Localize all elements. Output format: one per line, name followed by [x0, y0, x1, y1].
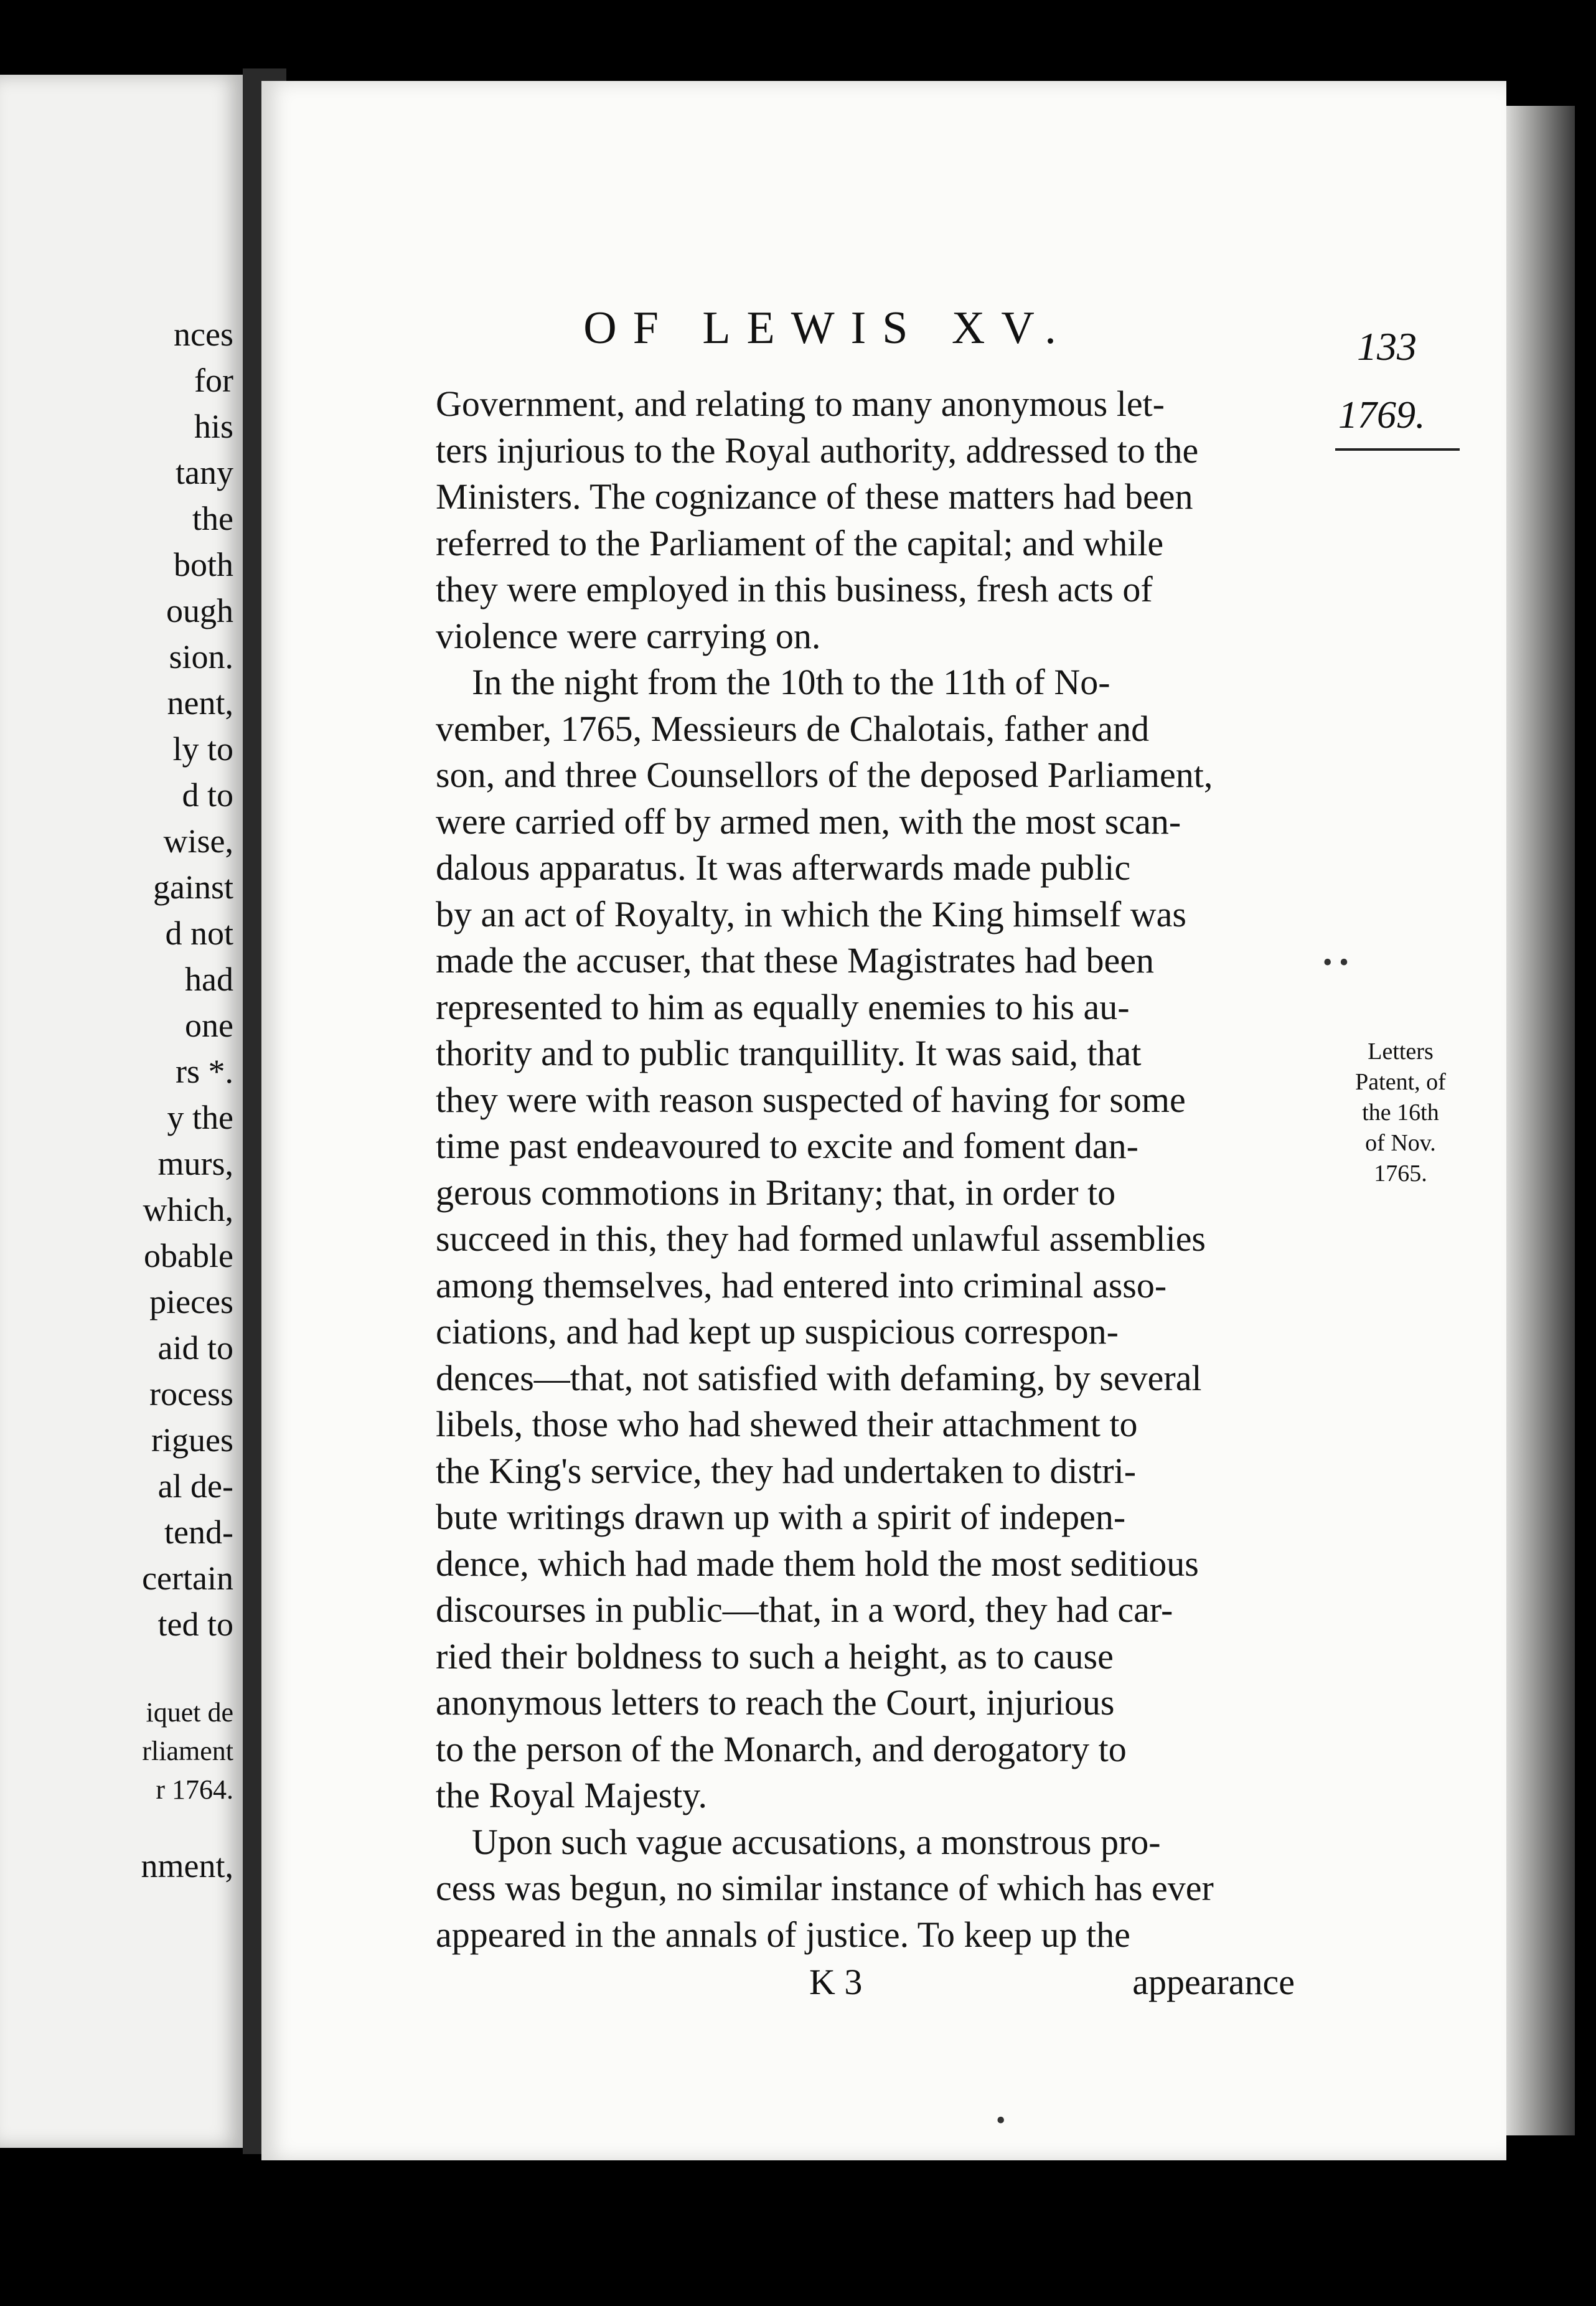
marginal-note: Letters Patent, of the 16th of Nov. 1765.: [1355, 1038, 1446, 1187]
catchword: appearance: [1132, 1962, 1295, 2002]
printer-mark-dots: • •: [1323, 947, 1349, 977]
left-page-footnote-fragments: iquet de rliament r 1764.: [142, 1697, 233, 1805]
printer-mark-dot: •: [996, 2105, 1006, 2135]
running-head: OF LEWIS XV.: [583, 303, 1073, 354]
page-edge-strip: [1506, 106, 1575, 2135]
margin-year: 1769.: [1338, 394, 1425, 436]
facing-page-left: [0, 75, 243, 2148]
page-number: 133: [1357, 324, 1417, 369]
signature-mark: K 3: [809, 1962, 863, 2002]
page-footer: [436, 1961, 1295, 2011]
body-text: Government, and relating to many anonymous let- ters injurious to the Royal authority, addressed to the Ministers. The cognizance of these matters had been referred to the Parliament of the capital; and while they were employed in this business, fresh acts of violence were carrying on. In the night from the 10th to the 11th of No- vember, 1765, Messieurs de Chalotais, father and son, and three Counsellors of the deposed Parliament, were carried off by armed men, with the most scan- dalous apparatus. It was afterwards made public by an act of Royalty, in which the King himself was made the accuser, that these Magistrates had been represented to him as equally enemies to his au- thority and to public tranquillity. It was said, that they were with reason suspected of having for some time past endeavoured to excite and foment dan- gerous commotions in Britany; that, in order to succeed in this, they had formed unlawful assemblies among themselves, had entered into criminal asso- ciations, and had kept up suspicious correspon- dences—that, not satisfied with defaming, by several libels, those who had shewed their attachment to the King's service, they had undertaken to distri- bute writings drawn up with a spirit of indepen- dence, which had made them hold the most seditious discourses in public—that, in a word, they had car- ried their boldness to such a height, as to cause anonymous letters to reach the Court, injurious to the person of the Monarch, and derogatory to the Royal Majesty. Upon such vague accusations, a monstrous pro- cess was begun, no similar instance of which has ever appeared in the annals of justice. To keep up the: [436, 384, 1214, 1955]
left-page-tail-fragment: nment,: [141, 1847, 233, 1885]
margin-year-rule: [1335, 448, 1460, 451]
left-page-text-fragments: nces for his tany the both ough sion. nent, ly to d to wise, gainst d not had one rs *. y the murs, which, obable pieces aid to rocess rigues al de- tend- certain ted to: [142, 316, 233, 1643]
